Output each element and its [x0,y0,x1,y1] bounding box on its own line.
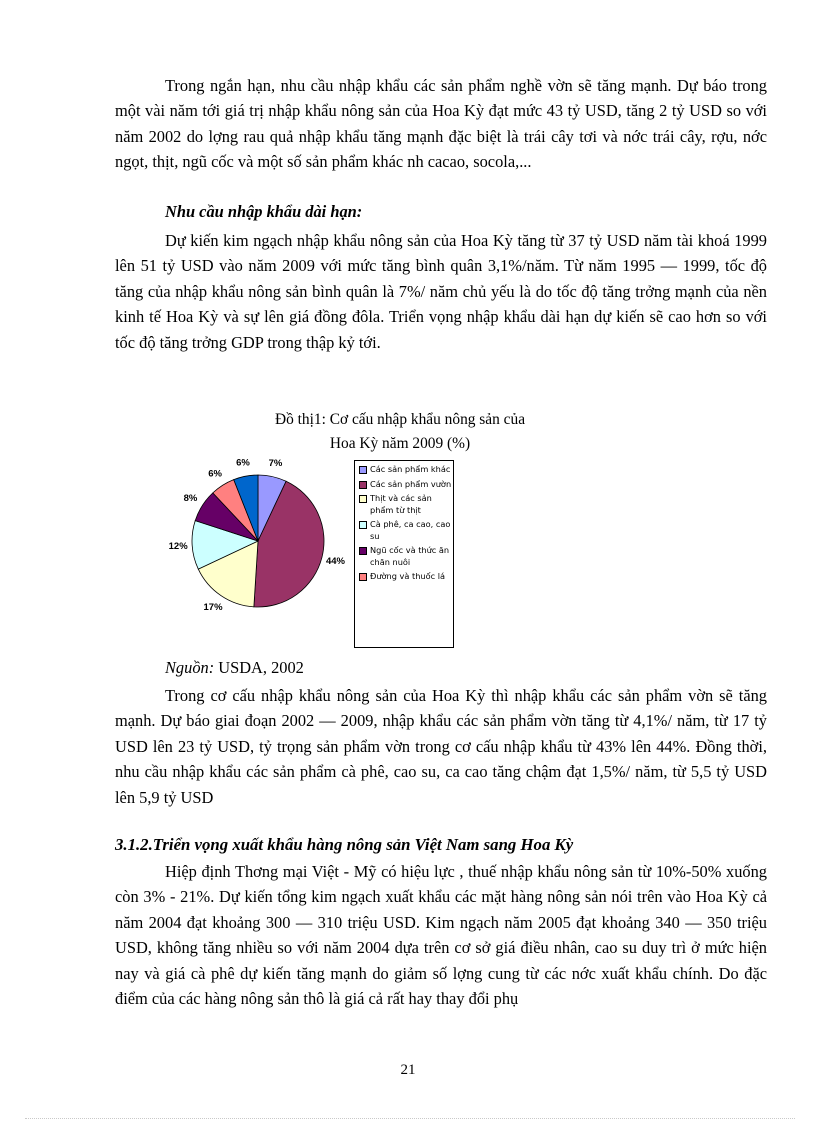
paragraph-short-term-text: Trong ngắn hạn, nhu cầu nhập khẩu các sản phẩm nghề vờn sẽ tăng mạnh. Dự báo trong một vài năm tới giá trị nhập khẩu nông sản của Hoa Kỳ đạt mức 43 tỷ USD, tăng 2 tỷ USD so với năm 2002 do lợng rau quả nhập khẩu tăng mạnh đặc biệt là trái cây tơi và nớc trái cây, rợu, nớc ngọt, thịt, ngũ cốc và một số sản phẩm khác nh cacao, socola,... [115,76,767,172]
legend-swatch [359,521,367,529]
legend-swatch [359,481,367,489]
page-bottom-rule [25,1118,795,1119]
legend-swatch [359,495,367,503]
pie-label-1: 44% [325,555,345,567]
paragraph-export-outlook-text: Hiệp định Thơng mại Việt - Mỹ có hiệu lực , thuế nhập khẩu nông sản từ 10%-50% xuống còn 3% - 21%. Dự kiến tổng kim ngạch xuất khẩu các mặt hàng nông sản nói trên vào Hoa Kỳ cả năm 2004 đạt khoảng 300 — 310 triệu USD. Kim ngạch năm 2005 đạt khoảng 340 — 350 triệu USD, không tăng nhiều so với năm 2004 dựa trên cơ sở giá điều nhân, cao su duy trì ở mức hiện nay và giá cà phê dự kiến tăng mạnh do giảm số lợng cung từ các nớc xuất khẩu chính. Do đặc điểm của các hàng nông sản thô là giá cả rất hay thay đổi phụ [115,862,767,1009]
paragraph-import-structure-text: Trong cơ cấu nhập khẩu nông sản của Hoa Kỳ thì nhập khẩu các sản phẩm vờn sẽ tăng mạnh. Dự báo giai đoạn 2002 — 2009, nhập khẩu các sản phẩm vờn tăng từ 4,1%/ năm, từ 17 tỷ USD lên 23 tỷ USD, tỷ trọng sản phẩm vờn trong cơ cấu nhập khẩu từ 43% lên 44%. Đồng thời, nhu cầu nhập khẩu các sản phẩm cà phê, cao su, ca cao tăng chậm đạt 1,5%/ năm, từ 5,5 tỷ USD lên 5,9 tỷ USD [115,686,767,807]
legend-item [359,464,453,476]
paragraph-export-outlook [115,859,767,1011]
legend-label: Đường và thuốc lá [370,571,445,581]
chart-title [230,408,570,456]
legend-item [359,571,453,583]
chart-legend [354,460,454,648]
legend-label: Ngũ cốc và thức ăn chăn nuôi [370,545,450,567]
source-label: Nguồn: [165,658,215,677]
pie-label-3: 12% [168,541,188,553]
legend-item [359,479,453,491]
legend-swatch [359,547,367,555]
pie-label-5: 6% [208,468,223,480]
legend-item [359,519,453,542]
pie-label-0: 7% [268,458,283,469]
source-value: USDA, 2002 [214,658,304,677]
legend-label: Các sản phẩm vườn [370,478,452,489]
pie-chart [160,458,360,638]
pie-label-6: 6% [236,458,250,469]
legend-item [359,545,453,568]
pie-label-4: 8% [183,493,198,505]
legend-swatch [359,573,367,581]
source-line [165,658,304,678]
legend-swatch [359,466,367,474]
heading-long-term: Nhu cầu nhập khẩu dài hạn: [165,202,363,221]
paragraph-long-term [115,228,767,355]
page-number: 21 [400,1062,416,1078]
section-heading: 3.1.2.Triển vọng xuất khẩu hàng nông sản Việt Nam sang Hoa Kỳ [115,835,574,854]
legend-label: Các sản phẩm khác [370,464,451,474]
chart-title-line1: Đồ thị1: Cơ cấu nhập khẩu nông sản của [274,411,526,428]
chart-title-line2: Hoa Kỳ năm 2009 (%) [329,435,471,452]
legend-label: Thịt và các sản phẩm từ thịt [370,493,432,515]
paragraph-long-term-text: Dự kiến kim ngạch nhập khẩu nông sản của Hoa Kỳ tăng từ 37 tỷ USD năm tài khoá 1999 lên 51 tỷ USD vào năm 2009 với mức tăng bình quân 3,1%/năm. Từ năm 1995 — 1999, tốc độ tăng của nhập khẩu nông sản bình quân là 7%/ năm chủ yếu là do tốc độ tăng trởng mạnh của nền kinh tế Hoa Kỳ và sự lên giá đồng đôla. Triển vọng nhập khẩu dài hạn dự kiến sẽ cao hơn so với tốc độ tăng trởng GDP trong thập kỷ tới. [115,231,767,352]
pie-label-2: 17% [203,602,223,614]
legend-item [359,493,453,516]
paragraph-short-term [115,73,767,175]
legend-label: Cà phê, ca cao, cao su [370,519,451,541]
paragraph-import-structure [115,683,767,810]
